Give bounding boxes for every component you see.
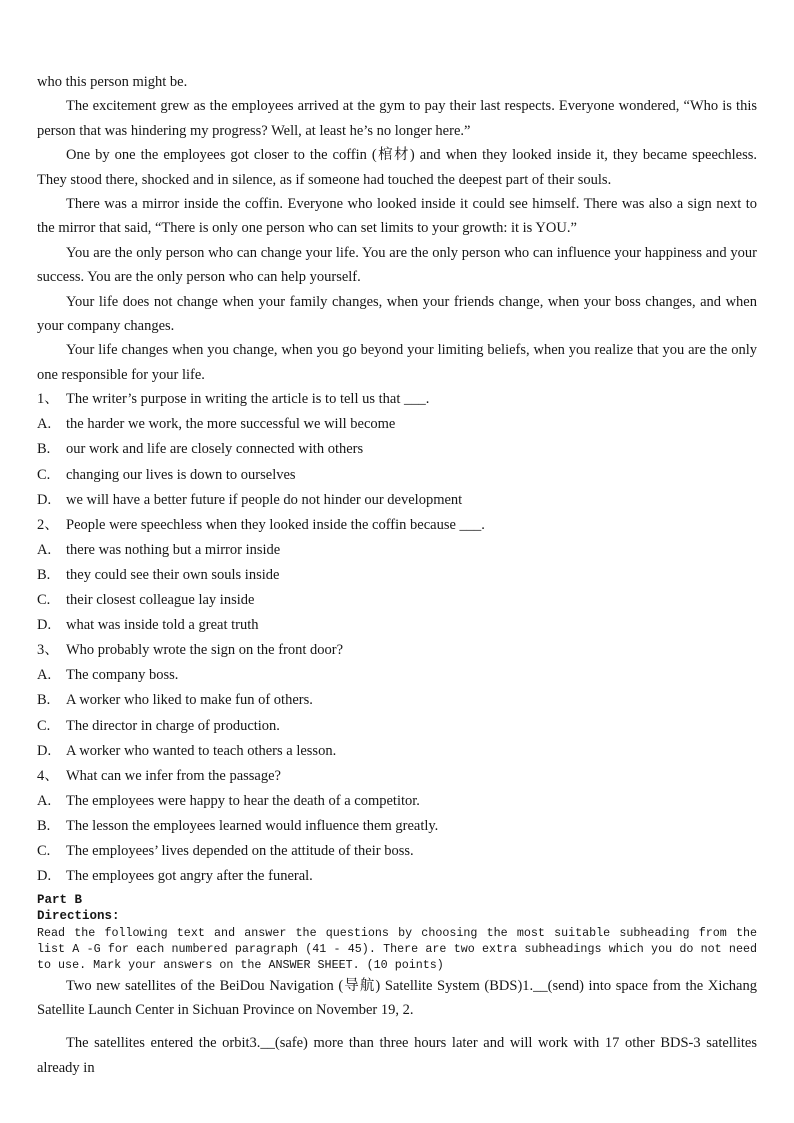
- option-text: our work and life are closely connected with others: [66, 441, 364, 458]
- option-letter: D.: [37, 742, 52, 759]
- option-letter: C.: [37, 592, 51, 609]
- option-letter: B.: [37, 817, 51, 834]
- option-row: [37, 488, 757, 513]
- option-text: there was nothing but a mirror inside: [66, 541, 281, 558]
- option-letter: A.: [37, 667, 52, 684]
- directions-text: Read the following text and answer the questions by choosing the most suitable subheading from the list A -G for each numbered paragraph (41 - 45). There are two extra subheadings which you do not need to use. Mark your answers on the ANSWER SHEET. (10 points): [37, 925, 757, 973]
- option-row: [37, 789, 757, 814]
- passage-paragraph: You are the only person who can change your life. You are the only person who can influence your happiness and your success. You are the only person who can help yourself.: [37, 244, 757, 286]
- option-row: [37, 437, 757, 462]
- question-stem: [37, 513, 757, 538]
- option-text: we will have a better future if people do not hinder our development: [66, 491, 463, 508]
- option-text: what was inside told a great truth: [66, 617, 259, 634]
- option-letter: D.: [37, 868, 52, 885]
- option-letter: D.: [37, 491, 52, 508]
- option-letter: A.: [37, 541, 52, 558]
- question-stem: [37, 387, 757, 412]
- option-text: The employees’ lives depended on the attitude of their boss.: [66, 842, 414, 859]
- option-row: [37, 864, 757, 889]
- passage-paragraph: One by one the employees got closer to the coffin (棺材) and when they looked inside it, they became speechless. They stood there, shocked and in silence, as if someone had touched the deepest part of their souls.: [37, 147, 757, 188]
- option-row: [37, 563, 757, 588]
- option-row: [37, 688, 757, 713]
- option-text: The lesson the employees learned would influence them greatly.: [66, 817, 439, 834]
- option-row: [37, 412, 757, 437]
- option-text: A worker who liked to make fun of others.: [66, 692, 313, 709]
- cloze-paragraph: Two new satellites of the BeiDou Navigation (导航) Satellite System (BDS)1.__(send) into space from the Xichang Satellite Launch Center in Sichuan Province on November 19, 2.: [37, 977, 757, 1019]
- option-text: A worker who wanted to teach others a lesson.: [66, 742, 337, 759]
- option-letter: A.: [37, 792, 52, 809]
- option-text: their closest colleague lay inside: [66, 592, 255, 609]
- option-row: [37, 538, 757, 563]
- passage-paragraph: Your life changes when you change, when you go beyond your limiting beliefs, when you realize that you are the only one responsible for your life.: [37, 342, 757, 383]
- option-row: [37, 613, 757, 638]
- directions-heading: Directions:: [37, 909, 120, 924]
- question-block: [37, 513, 757, 638]
- option-letter: B.: [37, 692, 51, 709]
- question-number: 2、: [37, 516, 59, 533]
- option-row: [37, 663, 757, 688]
- question-stem-text: The writer’s purpose in writing the article is to tell us that ___.: [66, 391, 430, 408]
- question-block: [37, 764, 757, 889]
- question-stem-text: People were speechless when they looked inside the coffin because ___.: [66, 516, 485, 533]
- part-b-heading: Part B: [37, 893, 83, 908]
- option-text: the harder we work, the more successful we will become: [66, 416, 396, 433]
- option-row: [37, 714, 757, 739]
- option-letter: A.: [37, 416, 52, 433]
- question-list: [37, 387, 757, 889]
- option-row: [37, 739, 757, 764]
- question-number: 1、: [37, 391, 59, 408]
- option-row: [37, 588, 757, 613]
- question-number: 4、: [37, 767, 59, 784]
- option-row: [37, 814, 757, 839]
- question-stem: [37, 638, 757, 663]
- option-letter: D.: [37, 617, 52, 634]
- question-block: [37, 638, 757, 763]
- option-letter: C.: [37, 466, 51, 483]
- option-text: The company boss.: [66, 667, 179, 684]
- question-stem-text: Who probably wrote the sign on the front door?: [66, 642, 344, 659]
- question-number: 3、: [37, 642, 59, 659]
- part-b-section: [37, 892, 757, 973]
- passage-continuation-line: who this person might be.: [37, 74, 188, 90]
- passage-paragraph: Your life does not change when your family changes, when your friends change, when your boss changes, and when your company changes.: [37, 293, 757, 335]
- option-row: [37, 839, 757, 864]
- question-stem-text: What can we infer from the passage?: [66, 767, 281, 784]
- option-text: changing our lives is down to ourselves: [66, 466, 296, 483]
- passage-paragraph: The excitement grew as the employees arrived at the gym to pay their last respects. Everyone wondered, “Who is this person that was hindering my progress? Well, at least he’s no longer here.”: [37, 98, 757, 139]
- reading-passage: [37, 70, 757, 387]
- option-text: The employees were happy to hear the death of a competitor.: [66, 792, 420, 809]
- option-letter: C.: [37, 717, 51, 734]
- option-letter: B.: [37, 441, 51, 458]
- option-row: [37, 463, 757, 488]
- cloze-paragraph: The satellites entered the orbit3.__(safe) more than three hours later and will work with 17 other BDS-3 satellites already in: [37, 1035, 757, 1077]
- option-letter: C.: [37, 842, 51, 859]
- option-text: The director in charge of production.: [66, 717, 280, 734]
- cloze-section: [37, 974, 757, 1081]
- question-block: [37, 387, 757, 512]
- option-text: they could see their own souls inside: [66, 566, 280, 583]
- option-text: The employees got angry after the funeral.: [66, 868, 313, 885]
- question-stem: [37, 764, 757, 789]
- option-letter: B.: [37, 566, 51, 583]
- passage-paragraph: There was a mirror inside the coffin. Everyone who looked inside it could see himself. There was also a sign next to the mirror that said, “There is only one person who can set limits to your growth: it is YOU.”: [37, 196, 757, 237]
